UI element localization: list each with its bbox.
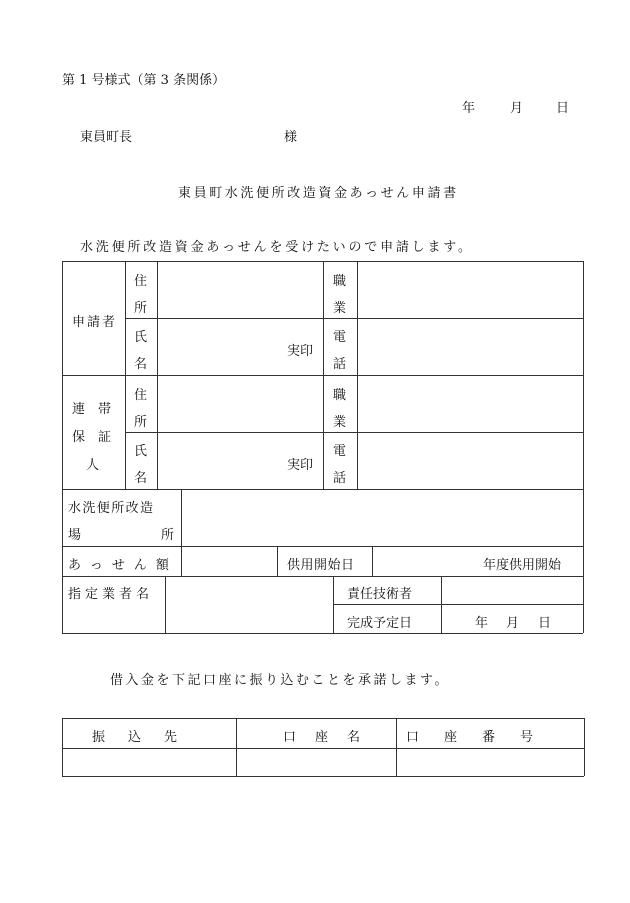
applicant-name-label-2: 名 <box>134 357 148 372</box>
remodel-location-label-1: 水洗便所改造 <box>68 501 155 516</box>
applicant-seal-label: 実印 <box>287 344 314 359</box>
guarantor-phone-label-2: 話 <box>333 471 347 486</box>
date-day-label: 日 <box>556 101 570 116</box>
guarantor-phone-label-1: 電 <box>333 444 347 459</box>
loan-amount-label: あっせん額 <box>68 558 178 573</box>
contractor-label: 指定業者名 <box>68 587 154 602</box>
consent-text: 借入金を下記口座に振り込むことを承諾します。 <box>110 673 450 688</box>
date-month-label: 月 <box>510 101 524 116</box>
remodel-location-label-2a: 場 <box>68 528 82 543</box>
applicant-occupation-label-1: 職 <box>333 274 347 289</box>
addressee-honorific: 様 <box>284 130 298 145</box>
start-date-suffix: 年度供用開始 <box>483 558 562 573</box>
applicant-name-label-1: 氏 <box>134 330 148 345</box>
start-date-label: 供用開始日 <box>287 558 355 573</box>
form-number: 第 1 号様式（第 3 条関係） <box>62 73 226 88</box>
date-year-label: 年 <box>462 101 476 116</box>
bank-header-account-number: 口 座 番 号 <box>406 730 540 745</box>
addressee-name: 東員町長 <box>80 130 133 145</box>
guarantor-section-label-3: 人 <box>86 458 100 473</box>
engineer-label: 責任技術者 <box>347 587 413 602</box>
guarantor-occupation-label-2: 業 <box>333 415 347 430</box>
completion-day-label: 日 <box>538 616 552 631</box>
applicant-phone-label-1: 電 <box>333 330 347 345</box>
guarantor-section-label-2: 保 証 <box>72 430 112 445</box>
guarantor-occupation-label-1: 職 <box>333 388 347 403</box>
applicant-address-label-1: 住 <box>134 274 148 289</box>
applicant-occupation-label-2: 業 <box>333 301 347 316</box>
guarantor-address-label-1: 住 <box>134 388 148 403</box>
completion-month-label: 月 <box>506 616 520 631</box>
remodel-location-label-2b: 所 <box>161 528 175 543</box>
applicant-address-label-2: 所 <box>134 301 148 316</box>
applicant-phone-label-2: 話 <box>333 357 347 372</box>
applicant-section-label: 申請者 <box>72 315 118 330</box>
completion-date-label: 完成予定日 <box>347 616 413 631</box>
bank-header-account-name: 口 座 名 <box>283 730 364 745</box>
completion-year-label: 年 <box>475 616 489 631</box>
guarantor-name-label-1: 氏 <box>134 444 148 459</box>
guarantor-address-label-2: 所 <box>134 415 148 430</box>
form-title: 東員町水洗便所改造資金あっせん申請書 <box>178 186 459 201</box>
guarantor-section-label-1: 連 帯 <box>72 402 112 417</box>
bank-header-destination: 振 込 先 <box>92 730 183 745</box>
guarantor-name-label-2: 名 <box>134 471 148 486</box>
guarantor-seal-label: 実印 <box>287 458 314 473</box>
intro-text: 水洗便所改造資金あっせんを受けたいので申請します。 <box>80 240 474 255</box>
